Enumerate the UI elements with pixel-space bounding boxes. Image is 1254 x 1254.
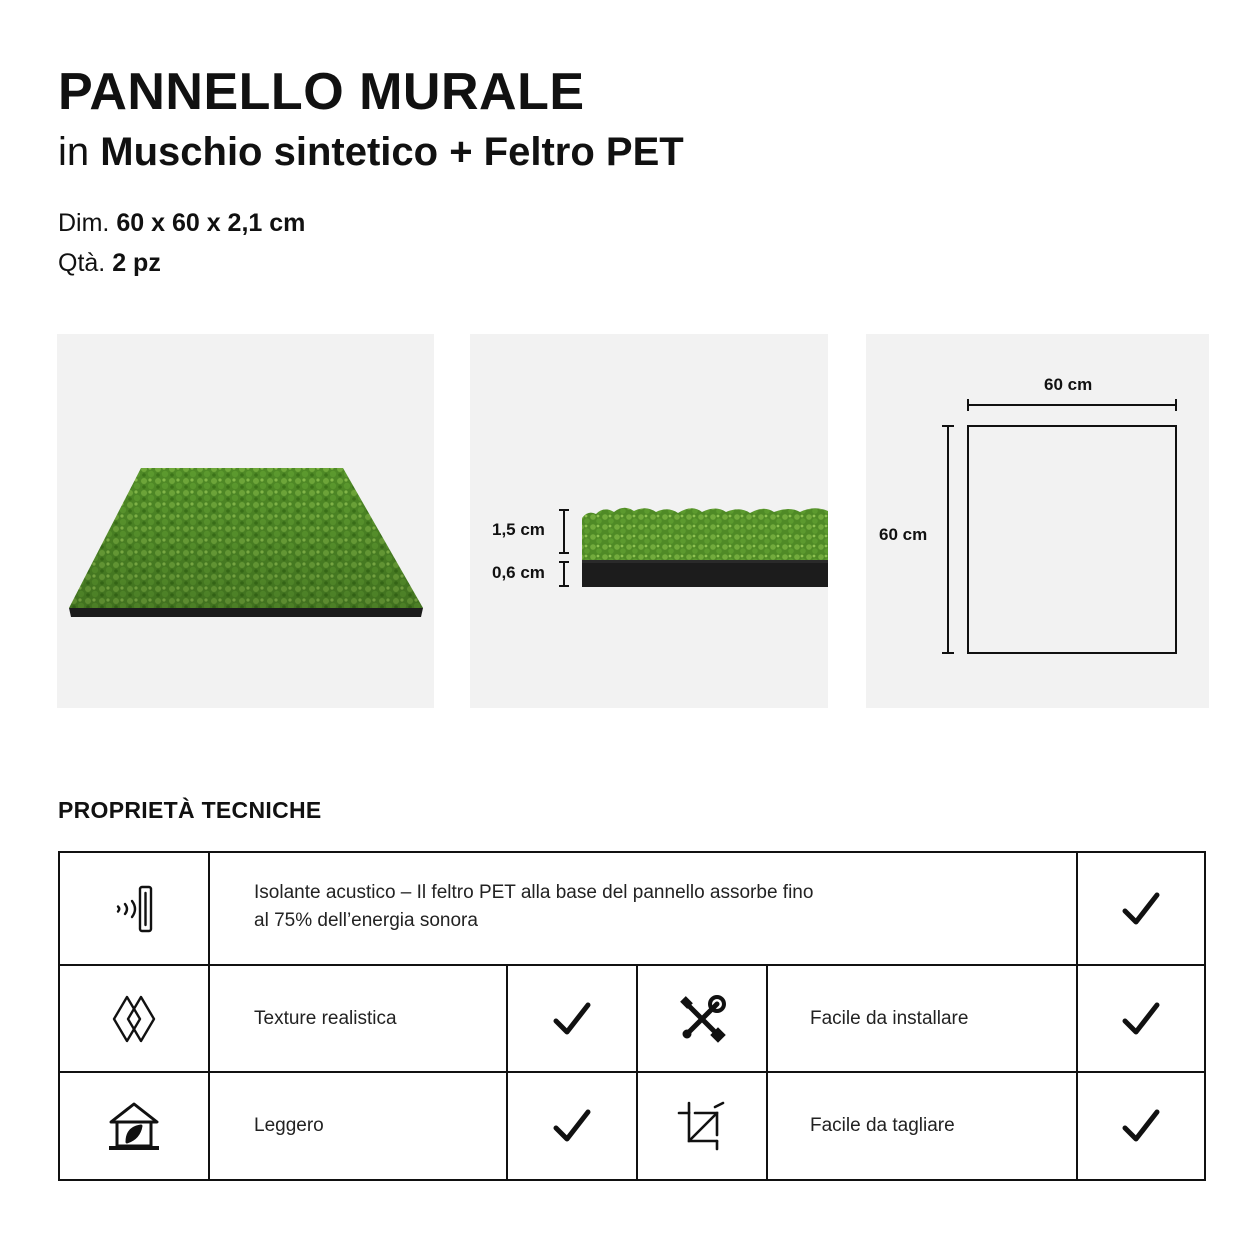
felt-height-label: 0,6 cm [492, 563, 545, 582]
width-label: 60 cm [1044, 375, 1093, 394]
subtitle-prefix: in [58, 130, 90, 174]
table-divider [208, 853, 210, 1179]
cut-label: Facile da tagliare [810, 1115, 955, 1136]
crop-icon [638, 1073, 766, 1179]
dimension-label: Dim. [58, 209, 110, 237]
quantity-label: Qtà. [58, 249, 106, 277]
feather-house-icon [60, 1073, 208, 1179]
dimension-diagram [866, 334, 1209, 708]
moss-height-label: 1,5 cm [492, 520, 545, 539]
moss-tile-perspective [57, 334, 434, 708]
light-label: Leggero [254, 1115, 324, 1136]
install-label: Facile da installare [810, 1007, 969, 1029]
check-icon [1078, 1073, 1204, 1179]
product-section-image [470, 334, 828, 708]
sound-panel-icon [60, 853, 208, 964]
product-perspective-image [57, 334, 434, 708]
dimension-drawing [866, 334, 1209, 708]
properties-table [58, 851, 1206, 1181]
dimension-spec [58, 207, 305, 239]
felt-height-bracket [559, 562, 569, 586]
page-subtitle [58, 128, 684, 176]
check-icon [508, 1073, 636, 1179]
subtitle-material: Muschio sintetico + Feltro PET [100, 130, 684, 174]
check-icon [1078, 966, 1204, 1071]
diamond-pattern-icon [60, 966, 208, 1071]
properties-title: PROPRIETÀ TECNICHE [58, 797, 322, 823]
acoustic-line-1: Isolante acustico – Il feltro PET alla base del pannello assorbe fino [254, 882, 814, 903]
quantity-value: 2 pz [112, 249, 161, 277]
texture-label: Texture realistica [254, 1007, 397, 1029]
dimension-value: 60 x 60 x 2,1 cm [116, 209, 306, 237]
quantity-spec [58, 247, 161, 279]
page-title: PANNELLO MURALE [58, 63, 585, 121]
acoustic-line-2: al 75% dell’energia sonora [254, 910, 478, 931]
check-icon [508, 966, 636, 1071]
check-icon [1078, 853, 1204, 964]
acoustic-description [254, 879, 1054, 939]
height-label: 60 cm [879, 525, 928, 544]
tools-icon [638, 966, 766, 1071]
moss-height-bracket [559, 510, 569, 553]
